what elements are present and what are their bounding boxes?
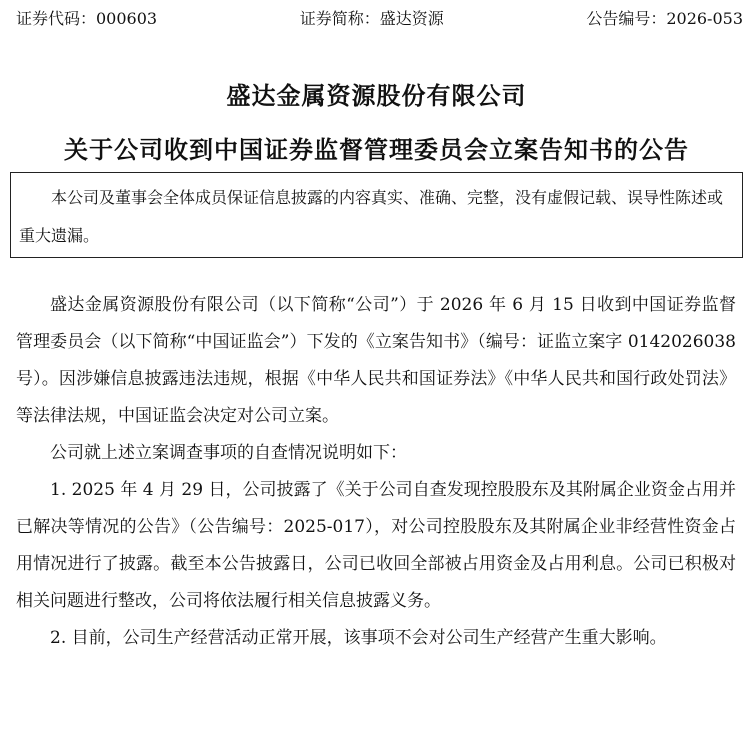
- document-title: 关于公司收到中国证券监督管理委员会立案告知书的公告: [64, 135, 689, 164]
- stock-name: 证券简称：盛达资源: [299, 9, 444, 28]
- paragraph-item-2: 2. 目前，公司生产经营活动正常开展，该事项不会对公司生产经营产生重大影响。: [50, 628, 667, 648]
- paragraph-case-filing: 盛达金属资源股份有限公司（以下简称“公司”）于 2026 年 6 月 15 日收到中国证券监督管理委员会（以下简称“中国证监会”）下发的《立案告知书》（编号：证监立案字 0142026038 号）。因涉嫌信息披露违法违规，根据《中华人民共和国证券法》《中华人民共和国行政处罚法》等法律法规，中国证监会决定对公司立案。: [16, 295, 736, 426]
- paragraph-item-1: 1. 2025 年 4 月 29 日，公司披露了《关于公司自查发现控股股东及其附属企业资金占用并已解决等情况的公告》（公告编号：2025-017），对公司控股股东及其附属企业非经营性资金占用情况进行了披露。截至本公告披露日，公司已收回全部被占用资金及占用利息。公司已积极对相关问题进行整改，公司将依法履行相关信息披露义务。: [16, 480, 736, 611]
- company-title: 盛达金属资源股份有限公司: [226, 81, 527, 110]
- paragraph-self-inspection-intro: 公司就上述立案调查事项的自查情况说明如下：: [50, 443, 407, 463]
- board-statement-box: [10, 172, 743, 258]
- stock-code: 证券代码：000603: [16, 9, 158, 28]
- announcement-number: 公告编号：2026-053: [586, 9, 743, 28]
- announcement-body: [16, 287, 736, 657]
- document-header: [16, 8, 743, 30]
- board-statement: 本公司及董事会全体成员保证信息披露的内容真实、准确、完整，没有虚假记载、误导性陈述或重大遗漏。: [19, 188, 724, 245]
